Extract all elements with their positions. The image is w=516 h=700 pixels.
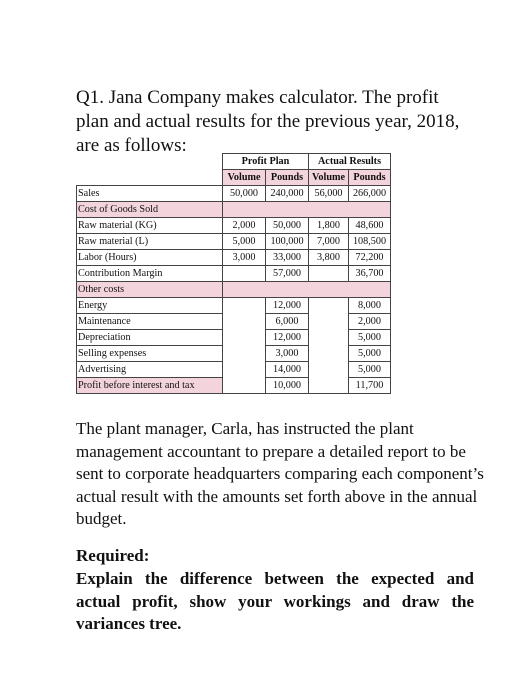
actual-volume-header: Volume: [309, 170, 349, 186]
cell: [266, 202, 309, 218]
row-label: Other costs: [77, 282, 223, 298]
row-label: Profit before interest and tax: [77, 378, 223, 394]
cell: [223, 266, 266, 282]
table-row: [77, 234, 391, 250]
actual-pounds-header: Pounds: [349, 170, 391, 186]
required-heading: Required:: [76, 546, 150, 565]
cell: 12,000: [266, 298, 309, 314]
row-label: Maintenance: [77, 314, 223, 330]
table-row: [77, 378, 391, 394]
cell: 48,600: [349, 218, 391, 234]
cell: 3,000: [266, 346, 309, 362]
cell: [309, 202, 349, 218]
cell: [309, 282, 349, 298]
cell: 5,000: [349, 330, 391, 346]
cell: 12,000: [266, 330, 309, 346]
cell: 57,000: [266, 266, 309, 282]
table-sub-header-row: [77, 170, 391, 186]
table-row: [77, 330, 391, 346]
cell: 1,800: [309, 218, 349, 234]
row-label: Selling expenses: [77, 346, 223, 362]
cell: [309, 330, 349, 346]
table-row: [77, 250, 391, 266]
row-label: Energy: [77, 298, 223, 314]
profit-plan-header: Profit Plan: [223, 154, 309, 170]
cell: 100,000: [266, 234, 309, 250]
table-row: [77, 314, 391, 330]
row-label: Sales: [77, 186, 223, 202]
row-label: Labor (Hours): [77, 250, 223, 266]
cell: 14,000: [266, 362, 309, 378]
table-row: [77, 282, 391, 298]
cell: 5,000: [349, 346, 391, 362]
cell: [223, 346, 266, 362]
row-label: Raw material (KG): [77, 218, 223, 234]
cell: [309, 314, 349, 330]
profit-plan-table: [76, 153, 391, 394]
instruction-paragraph: The plant manager, Carla, has instructed the plant management accountant to prepare a detailed report to be sent to corporate headquarters comparing each component’s actual result with the amounts set forth above in the annual budget.: [76, 419, 484, 528]
cell: [223, 202, 266, 218]
cell: 3,000: [223, 250, 266, 266]
cell: 240,000: [266, 186, 309, 202]
cell: [223, 330, 266, 346]
cell: [223, 378, 266, 394]
table-row: [77, 202, 391, 218]
cell: [309, 266, 349, 282]
cell: 50,000: [223, 186, 266, 202]
actual-results-header: Actual Results: [309, 154, 391, 170]
cell: 56,000: [309, 186, 349, 202]
cell: 36,700: [349, 266, 391, 282]
cell: 72,200: [349, 250, 391, 266]
cell: [309, 346, 349, 362]
cell: 33,000: [266, 250, 309, 266]
table-row: [77, 362, 391, 378]
table-row: [77, 266, 391, 282]
cell: 8,000: [349, 298, 391, 314]
table-row: [77, 218, 391, 234]
table-group-header-row: [77, 154, 391, 170]
cell: 6,000: [266, 314, 309, 330]
cell: 10,000: [266, 378, 309, 394]
plan-volume-header: Volume: [223, 170, 266, 186]
cell: [309, 298, 349, 314]
cell: [309, 378, 349, 394]
table-row: [77, 186, 391, 202]
table-row: [77, 346, 391, 362]
cell: [266, 282, 309, 298]
required-text: Explain the difference between the expected and actual profit, show your workings and draw the variances tree.: [76, 569, 474, 633]
cell: 5,000: [223, 234, 266, 250]
cell: 266,000: [349, 186, 391, 202]
cell: 50,000: [266, 218, 309, 234]
cell: [349, 282, 391, 298]
cell: 2,000: [349, 314, 391, 330]
cell: [223, 282, 266, 298]
cell: [349, 202, 391, 218]
row-label: Raw material (L): [77, 234, 223, 250]
row-label: Advertising: [77, 362, 223, 378]
row-label: Depreciation: [77, 330, 223, 346]
cell: [223, 298, 266, 314]
cell: 3,800: [309, 250, 349, 266]
cell: 7,000: [309, 234, 349, 250]
row-label: Contribution Margin: [77, 266, 223, 282]
row-label: Cost of Goods Sold: [77, 202, 223, 218]
plan-pounds-header: Pounds: [266, 170, 309, 186]
cell: [223, 362, 266, 378]
cell: 5,000: [349, 362, 391, 378]
cell: [309, 362, 349, 378]
cell: 108,500: [349, 234, 391, 250]
cell: 11,700: [349, 378, 391, 394]
table-row: [77, 298, 391, 314]
cell: [223, 314, 266, 330]
question-intro: Q1. Jana Company makes calculator. The profit plan and actual results for the previous year, 2018, are as follows:: [76, 87, 460, 156]
cell: 2,000: [223, 218, 266, 234]
